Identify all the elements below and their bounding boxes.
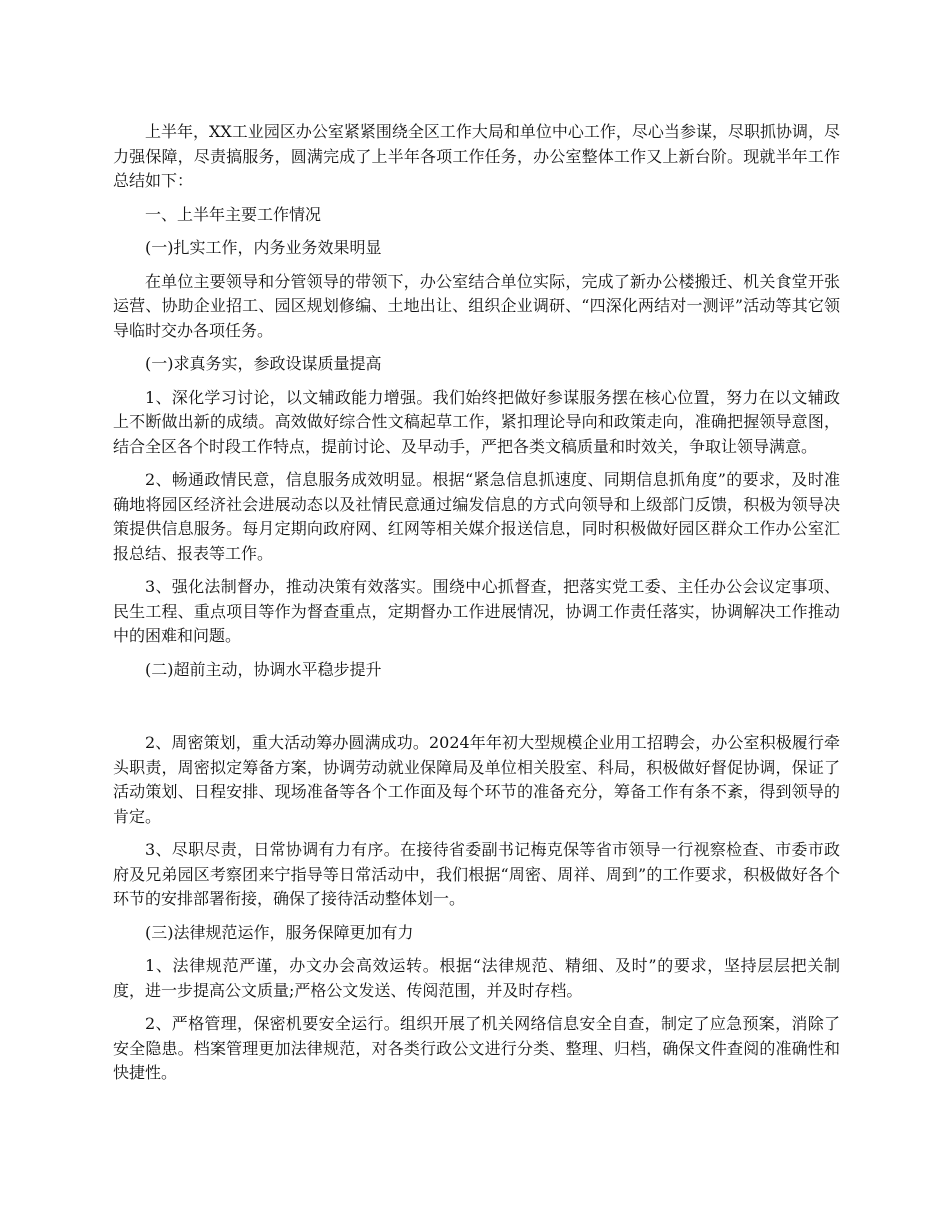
intro-paragraph: 上半年，XX工业园区办公室紧紧围绕全区工作大局和单位中心工作，尽心当参谋，尽职抓协调，尽力强保障，尽责搞服务，圆满完成了上半年各项工作任务，办公室整体工作又上新台阶。现就半年工作总结如下： [113,122,840,190]
paragraph-2-1: 1、深化学习讨论，以文辅政能力增强。我们始终把做好参谋服务摆在核心位置，努力在以文辅政上不断做出新的成绩。高效做好综合性文稿起草工作，紧扣理论导向和政策走向，准确把握领导意图，结合全区各个时段工作特点，提前讨论、及早动手，严把各类文稿质量和时效关，争取让领导满意。 [113,387,840,456]
paragraph-1: 在单位主要领导和分管领导的带领下，办公室结合单位实际，完成了新办公楼搬迁、机关食堂开张运营、协助企业招工、园区规划修编、土地出让、组织企业调研、“四深化两结对一测评”活动等其它领导临时交办各项任务。 [113,271,840,340]
paragraph-3-3: 3、尽职尽责，日常协调有力有序。在接待省委副书记梅克保等省市领导一行视察检查、市委市政府及兄弟园区考察团来宁指导等日常活动中，我们根据“周密、周祥、周到”的工作要求，积极做好各个环节的安排部署衔接，确保了接待活动整体划一。 [113,840,840,908]
paragraph-2-3: 3、强化法制督办，推动决策有效落实。围绕中心抓督查，把落实党工委、主任办公会议定事项、民生工程、重点项目等作为督查重点，定期督办工作进展情况，协调工作责任落实，协调解决工作推动中的困难和问题。 [113,577,840,645]
subsection-heading-3: (二)超前主动，协调水平稳步提升 [145,659,382,679]
paragraph-4-1: 1、法律规范严谨，办文办会高效运转。根据“法律规范、精细、及时”的要求，坚持层层把关制度，进一步提高公文质量;严格公文发送、传阅范围，并及时存档。 [113,956,840,1000]
subsection-heading-4: (三)法律规范运作，服务保障更加有力 [145,922,414,942]
paragraph-2-2: 2、畅通政情民意，信息服务成效明显。根据“紧急信息抓速度、同期信息抓角度”的要求，及时准确地将园区经济社会进展动态以及社情民意通过编发信息的方式向领导和上级部门反馈，积极为领导决策提供信息服务。每月定期向政府网、红网等相关媒介报送信息，同时积极做好园区群众工作办公室汇报总结、报表等工作。 [113,470,840,563]
section-heading-1: 一、上半年主要工作情况 [145,204,322,224]
paragraph-3-2: 2、周密策划，重大活动筹办圆满成功。2024年年初大型规模企业用工招聘会，办公室积极履行牵头职责，周密拟定筹备方案，协调劳动就业保障局及单位相关股室、科局，积极做好督促协调，保证了活动策划、日程安排、现场准备等各个工作面及每个环节的准备充分，筹备工作有条不紊，得到领导的肯定。 [113,733,840,826]
subsection-heading-1: (一)扎实工作，内务业务效果明显 [145,238,382,257]
document-body [113,120,840,1095]
subsection-heading-2: (一)求真务实，参政设谋质量提高 [145,354,382,373]
paragraph-4-2: 2、严格管理，保密机要安全运行。组织开展了机关网络信息安全自查，制定了应急预案，消除了安全隐患。档案管理更加法律规范，对各类行政公文进行分类、整理、归档，确保文件查阅的准确性和快捷性。 [113,1014,840,1082]
blank-gap [113,691,840,731]
